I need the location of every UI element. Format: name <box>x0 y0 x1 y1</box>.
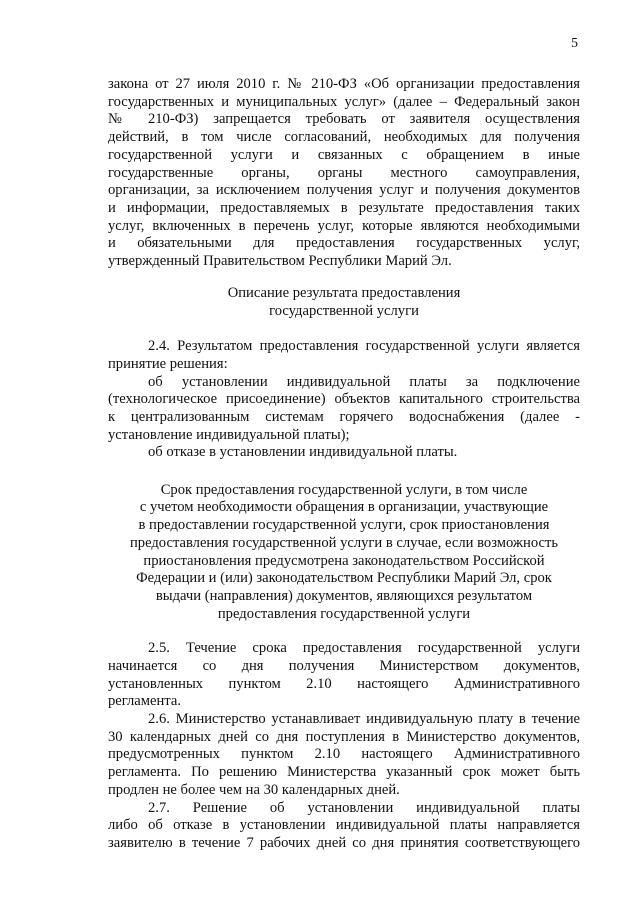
body-text-line: об отказе в установлении индивидуальной платы. <box>148 444 458 461</box>
body-text-line: 2.7. Решение об установлении индивидуальной платы <box>148 799 580 816</box>
body-text-line: 30 календарных дней со дня поступления в Министерство документов, <box>108 728 580 745</box>
body-text-line: к централизованным системам горячего водоснабжения (далее - <box>108 409 580 425</box>
body-text-line: 2.5. Течение срока предоставления государственной услуги <box>148 640 580 657</box>
body-text-line: (технологическое присоединение) объектов капитального строительства <box>108 391 580 408</box>
section-heading-line: государственной услуги <box>269 302 419 319</box>
body-text-line: № 210-ФЗ) запрещается требовать от заявителя осуществления <box>108 111 580 128</box>
page-number: 5 <box>571 36 578 51</box>
body-text-line: начинается со дня получения Министерством документов, <box>108 657 580 674</box>
section-heading-line: в предоставлении государственной услуги, срок приостановления <box>138 517 550 534</box>
body-text-line: 2.6. Министерство устанавливает индивидуальную плату в течение <box>148 711 580 727</box>
section-heading-line: предоставления государственной услуги <box>217 605 471 622</box>
body-text-line: принятие решения: <box>108 355 228 372</box>
body-text-line: государственной услуги и связанных с обращением в иные <box>108 146 580 163</box>
body-text-line: заявителю в течение 7 рабочих дней со дня принятия соответствующего <box>108 835 580 851</box>
body-text-line: установление индивидуальной платы); <box>108 426 350 443</box>
body-text-line: установленных пунктом 2.10 настоящего Административного <box>108 675 580 692</box>
body-text-line: организации, за исключением получения услуг и получения документов <box>108 182 580 199</box>
body-text-line: продлен не более чем на 30 календарных дней. <box>108 781 400 798</box>
section-heading-line: Описание результата предоставления <box>227 285 461 301</box>
section-heading-line: приостановления предусмотрена законодательством Российской <box>143 552 545 569</box>
body-text-line: регламента. <box>108 693 181 710</box>
body-text-line: утвержденный Правительством Республики Марий Эл. <box>108 253 452 270</box>
body-text-line: действий, в том числе согласований, необходимых для получения <box>108 129 580 146</box>
body-text-line: 2.4. Результатом предоставления государственной услуги является <box>148 338 580 355</box>
section-heading-line: с учетом необходимости обращения в организации, участвующие <box>139 499 549 516</box>
body-text-line: и информации, предоставляемых в результате предоставления таких <box>108 200 580 216</box>
body-text-line: услуг, включенных в перечень услуг, которые являются необходимыми <box>108 217 580 234</box>
body-text-line: закона от 27 июля 2010 г. № 210-ФЗ «Об организации предоставления <box>108 76 580 92</box>
body-text-line: регламента. По решению Министерства указанный срок может быть <box>108 764 580 781</box>
body-text-line: и обязательными для предоставления государственных услуг, <box>108 235 580 252</box>
body-text-line: государственных и муниципальных услуг» (далее – Федеральный закон <box>108 93 580 110</box>
body-text-line: государственные органы, органы местного самоуправления, <box>108 164 580 181</box>
section-heading-line: Федерации и (или) законодательством Республики Марий Эл, срок <box>136 570 552 587</box>
body-text-line: об установлении индивидуальной платы за подключение <box>148 373 580 390</box>
section-heading-line: Срок предоставления государственной услуги, в том числе <box>160 481 528 498</box>
body-text-line: либо об отказе в установлении индивидуальной платы направляется <box>108 817 580 834</box>
section-heading-line: предоставления государственной услуги в случае, если возможность <box>129 534 558 551</box>
section-heading-line: выдачи (направления) документов, являющихся результатом <box>155 587 533 604</box>
body-text-line: предусмотренных пунктом 2.10 настоящего Административного <box>108 746 580 763</box>
